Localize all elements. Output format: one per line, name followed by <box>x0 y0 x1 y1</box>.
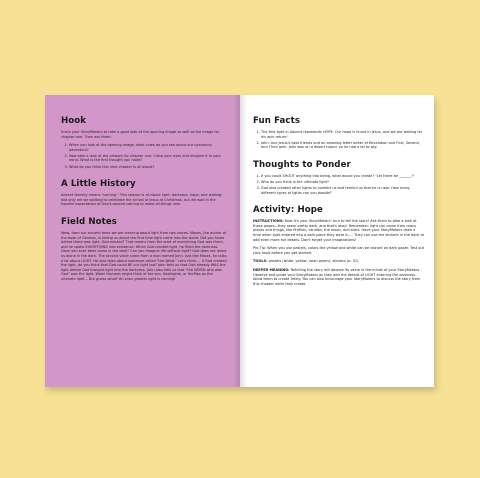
thought-item: 1. If you could SHOUT anything into being, what would you create? "Let there be _______!" <box>261 174 424 179</box>
instructions-text: Now it's your StoryMakers' turn to tell the story! Ask them to take a look at these pages—they seem pretty dark, and that's okay! Remember: light can come from many places and things, like fireflies, candles, the moon, and stars. Have your StoryMakers draw a time when light entered into a dark place they were in.... They can use the stickers in the back to add even more fun details. Don't forget your imaginations! <box>253 219 424 242</box>
history-heading: A Little History <box>61 179 136 190</box>
field-notes-text: Wow, from our ancient texts we are learning about light from two voices. Moses, the author of the book of Genesis, is telling us about the first time light came into the world. Did you know before there was light, God existed? That means from the start of everything God was there, and he spoke EVERYTHING into existence. When God created light, he filled the darkness. Have you ever been alone in the dark? Can you imagine life without light? God does not leave us alone in the dark. The second voice came from a man named John. Just like Moses, he talks a lot about LIGHT. He also talks about someone called "the Word." Let's think.... If God created the light, do you think that God could BE our light too? John tells us that God already WAS the light before God brought light into the darkness. John also tells us that "the WORD who was God" was the light. Wow! Humans might think of the sun, flashlights, or fireflies as the ultimate light... But guess what? An even greater light is coming! <box>61 230 227 281</box>
deeper-meaning-label: DEEPER MEANING: <box>253 268 290 272</box>
hook-question: 2. Now take a look at the artwork for chapter one: Close your eyes and imagine it in your mind. What is the first thought you have? <box>69 154 227 163</box>
activity-instructions <box>253 219 424 242</box>
activity-section <box>253 205 424 286</box>
right-page <box>240 95 434 387</box>
field-notes-section <box>61 217 227 282</box>
fun-facts-list <box>253 130 424 150</box>
thought-item: 3. God also created other lights to comfort us and remind us that he is near. How many different types of lights can you doodle? <box>261 186 424 195</box>
hook-question: 1. When you look at the opening image, what clues do you see about our upcoming adventure? <box>69 143 227 152</box>
instructions-label: INSTRUCTIONS: <box>253 219 284 224</box>
thoughts-list <box>253 174 424 195</box>
left-page <box>45 95 240 387</box>
hook-heading: Hook <box>61 116 87 126</box>
activity-tools <box>253 259 424 264</box>
history-text: Advent literally means "coming." This season is all about light, darkness, hope, and waiting. Not only are we waiting to celebrate the arrival of Jesus at Christmas, but we wait in the hopeful expectation of God's second coming to make all things new. <box>61 193 223 207</box>
activity-deeper-meaning <box>253 268 424 286</box>
thought-item: 2. Who do you think is the ultimate light? <box>261 180 424 185</box>
open-book <box>45 95 434 387</box>
hook-questions <box>61 143 227 169</box>
tools-label: TOOLS: <box>253 259 268 264</box>
history-section <box>61 179 227 207</box>
hook-intro: Invite your StoryMakers to take a good look at the opening image as well as the image for chapter one. Then ask them: <box>61 130 220 139</box>
fun-facts-heading: Fun Facts <box>253 116 301 126</box>
fun-facts-section <box>253 116 424 150</box>
activity-pro-tip: Pro Tip: When you use pastels, colors like yellow and white can be vibrant on dark paper. Test out your tools before you get started. <box>253 246 424 255</box>
fun-fact-item: 1. The first light in Advent represents HOPE. Our hope is found in Jesus, and we are waiting for his epic return! <box>261 130 424 139</box>
activity-heading: Activity: Hope <box>253 205 323 216</box>
thoughts-heading: Thoughts to Ponder <box>253 159 351 170</box>
field-notes-heading: Field Notes <box>61 216 117 227</box>
hook-section <box>61 116 227 169</box>
thoughts-section <box>253 160 424 195</box>
tools-text: pastels (white, yellow, neon green), stickers (p. 51) <box>268 259 359 264</box>
deeper-meaning-text: Retelling the story will deepen its value in the minds of your StoryMakers. Observe and guide your StoryMakers as they add the details of LIGHT entering the darkness. Allow them to create freely. You can also encourage your StoryMakers to discuss the story from this chapter while they create. <box>253 268 421 286</box>
fun-fact-item: 2. John: one Jesus's best friends and an amazing letter writer of Revelation and First, Second, and Third John. John was on a desert island, so he had a lot to say. <box>261 141 424 150</box>
hook-question: 3. What do you think this next chapter is all about? <box>69 165 227 170</box>
